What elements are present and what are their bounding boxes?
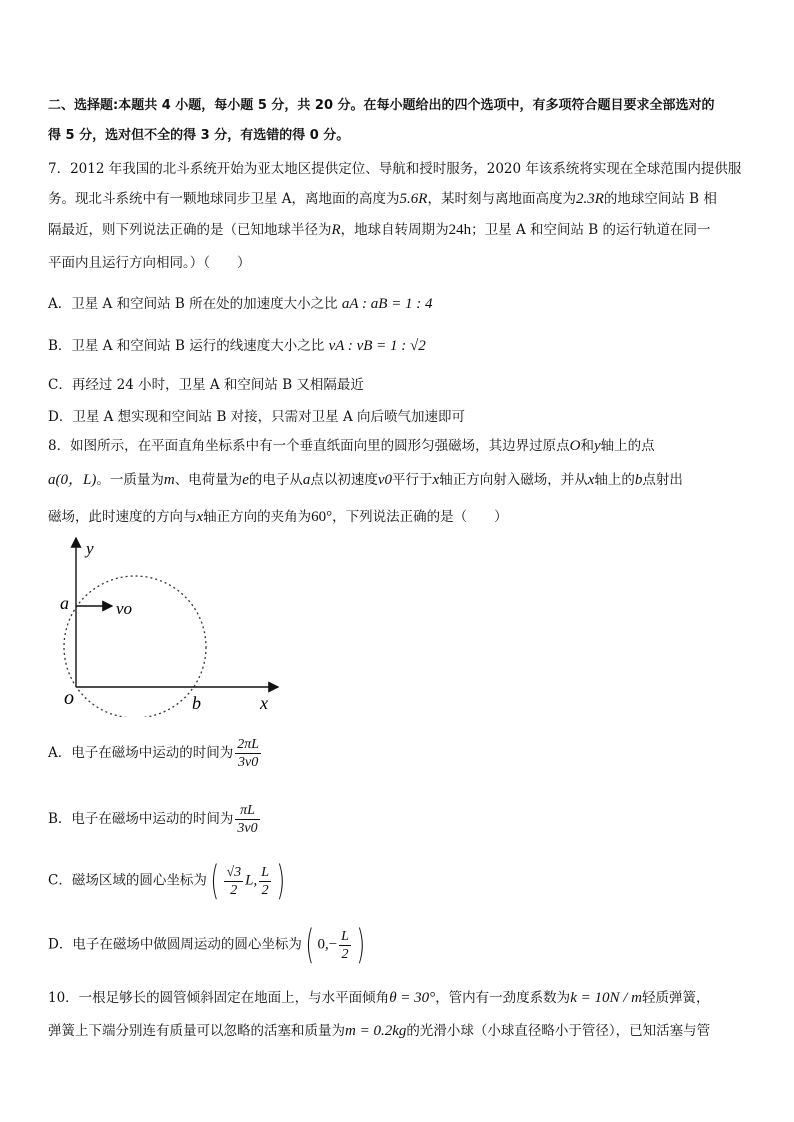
figure-x-label: x <box>260 693 268 713</box>
q8-x: x <box>432 472 440 488</box>
q8-line1 <box>48 436 655 456</box>
q8-b: b <box>634 472 643 488</box>
q7-period: 24h <box>448 222 472 238</box>
q8-v0: v0 <box>377 472 393 488</box>
q7-text: 务。现北斗系统中有一颗地球同步卫星 A，离地面的高度为 <box>48 191 400 207</box>
q8-x: x <box>196 509 204 525</box>
figure-v-label: vo <box>116 599 133 618</box>
q8-option-a-fraction <box>235 736 261 771</box>
q8-y-axis: y <box>593 438 601 454</box>
q7-option-c: C．再经过 24 小时，卫星 A 和空间站 B 又相隔最近 <box>48 377 364 393</box>
right-paren: ) <box>356 922 366 968</box>
q8-line3 <box>48 507 508 527</box>
q10-text: 弹簧上下端分别连有质量可以忽略的活塞和质量为 <box>48 1023 345 1039</box>
q8-text: 、电荷量为 <box>174 472 243 488</box>
section-header-line1: 二、选择题:本题共 4 小题，每小题 5 分，共 20 分。在每小题给出的四个选项中，有多项符合题目要求全部选对的 <box>48 98 715 113</box>
q8-point-a: a(0，L) <box>48 472 97 488</box>
q8-text: 磁场，此时速度的方向与 <box>48 509 197 525</box>
q8-option-d-pre: 0,− <box>317 936 338 953</box>
fraction-denominator: 2 <box>261 882 269 898</box>
figure-b-label: b <box>192 693 201 713</box>
fraction-denominator: 2 <box>341 946 349 962</box>
q7-text: ；卫星 A 和空间站 B 的运行轨道在同一 <box>471 222 711 238</box>
q7-option-b <box>48 334 426 355</box>
q8-text: 轴正方向的夹角为 <box>203 509 312 525</box>
q8-text: 的电子从 <box>248 472 303 488</box>
q8-text: 和 <box>580 438 594 454</box>
q8-option-c-fraction1 <box>224 864 243 899</box>
q8-line2 <box>48 470 683 490</box>
q8-text: 。一质量为 <box>96 472 164 488</box>
q8-text: 点以初速度 <box>310 472 378 488</box>
q8-option-a-text: A．电子在磁场中运动的时间为 <box>48 745 234 761</box>
q7-text: ，地球自转周期为 <box>340 222 449 238</box>
q8-angle: 60° <box>311 509 333 525</box>
q7-option-b-math: vA : vB = 1 : √2 <box>328 338 426 354</box>
q7-line2 <box>48 189 717 209</box>
q10-text: 轻质弹簧， <box>641 990 710 1006</box>
q10-text: 的光滑小球（小球直径略小于管径），已知活塞与管 <box>406 1023 711 1039</box>
q7-option-b-text: B．卫星 A 和空间站 B 运行的线速度大小之比 <box>48 338 325 354</box>
magnetic-field-boundary <box>64 576 206 717</box>
q8-option-d-text: D．电子在磁场中做圆周运动的圆心坐标为 <box>48 936 302 953</box>
right-paren: ) <box>276 858 286 904</box>
q7-height-b: 2.3R <box>575 191 604 207</box>
q8-text: 轴上的 <box>594 472 635 488</box>
fraction-denominator: 3v0 <box>238 755 259 770</box>
q10-line2 <box>48 1021 710 1041</box>
q10-spring-constant: k = 10N / m <box>570 990 642 1006</box>
q8-text: 轴上的点 <box>600 438 655 454</box>
q8-option-c <box>48 858 289 904</box>
q7-radius: R <box>331 222 341 238</box>
fraction-numerator: L <box>261 864 270 880</box>
q8-figure <box>50 532 290 717</box>
q8-text: 轴正方向射入磁场，并从 <box>439 472 588 488</box>
fraction-numerator: 2πL <box>237 737 260 752</box>
q10-text: ，管内有一劲度系数为 <box>435 990 571 1006</box>
q7-option-a <box>48 292 433 313</box>
q7-text: ，某时刻与离地面高度为 <box>427 191 576 207</box>
q8-text: 点射出 <box>642 472 683 488</box>
fraction-denominator: 3v0 <box>237 821 258 836</box>
q8-origin: O <box>569 438 581 454</box>
left-paren: ( <box>305 922 314 968</box>
q7-option-a-text: A．卫星 A 和空间站 B 所在处的加速度大小之比 <box>48 296 338 312</box>
q8-option-b-fraction <box>235 802 259 837</box>
q7-line1: 7．2012 年我国的北斗系统开始为亚太地区提供定位、导航和授时服务，2020 年该系统将实现在全球范围内提供服 <box>48 161 742 177</box>
q8-option-c-fraction2 <box>259 864 271 899</box>
fraction-denominator: 2 <box>230 882 238 898</box>
q8-text: ，下列说法正确的是（ ） <box>332 509 508 525</box>
figure-a-label: a <box>60 593 69 613</box>
q7-text: 隔最近，则下列说法正确的是（已知地球半径为 <box>48 222 332 238</box>
q7-option-a-math: aA : aB = 1 : 4 <box>341 296 433 312</box>
q8-x: x <box>587 472 595 488</box>
q10-text: 10．一根足够长的圆管倾斜固定在地面上，与水平面倾角 <box>48 990 390 1006</box>
q8-mass: m <box>163 472 175 488</box>
q7-option-d: D．卫星 A 想实现和空间站 B 对接，只需对卫星 A 向后喷气加速即可 <box>48 409 465 425</box>
section-header-line2: 得 5 分，选对但不全的得 3 分，有选错的得 0 分。 <box>48 128 350 143</box>
q10-line1 <box>48 988 709 1008</box>
q7-text: 的地球空间站 B 相 <box>603 191 717 207</box>
figure-o-label: o <box>64 687 74 709</box>
q10-mass: m = 0.2kg <box>345 1023 407 1039</box>
fraction-numerator: πL <box>235 802 259 820</box>
q8-charge: e <box>242 472 249 488</box>
fraction-numerator: √3 <box>226 864 242 880</box>
q8-option-b-text: B．电子在磁场中运动的时间为 <box>48 811 234 827</box>
q7-line4: 平面内且运行方向相同。）（ ） <box>48 255 251 271</box>
q8-option-c-mid: L, <box>245 872 258 889</box>
q8-option-b <box>48 802 262 837</box>
q8-a: a <box>302 472 311 488</box>
q7-line3 <box>48 220 711 240</box>
left-paren: ( <box>210 858 219 904</box>
figure-y-label: y <box>86 539 94 558</box>
q8-text: 8．如图所示，在平面直角坐标系中有一个垂直纸面向里的圆形匀强磁场，其边界过原点 <box>48 438 570 454</box>
q7-height-a: 5.6R <box>399 191 428 207</box>
fraction-numerator: L <box>341 928 349 944</box>
q8-option-a <box>48 736 263 771</box>
q8-option-d <box>48 922 369 968</box>
q8-option-c-text: C．磁场区域的圆心坐标为 <box>48 872 207 889</box>
q8-text: 平行于 <box>392 472 433 488</box>
q8-option-d-fraction <box>339 928 351 963</box>
q10-angle: θ = 30° <box>389 990 436 1006</box>
